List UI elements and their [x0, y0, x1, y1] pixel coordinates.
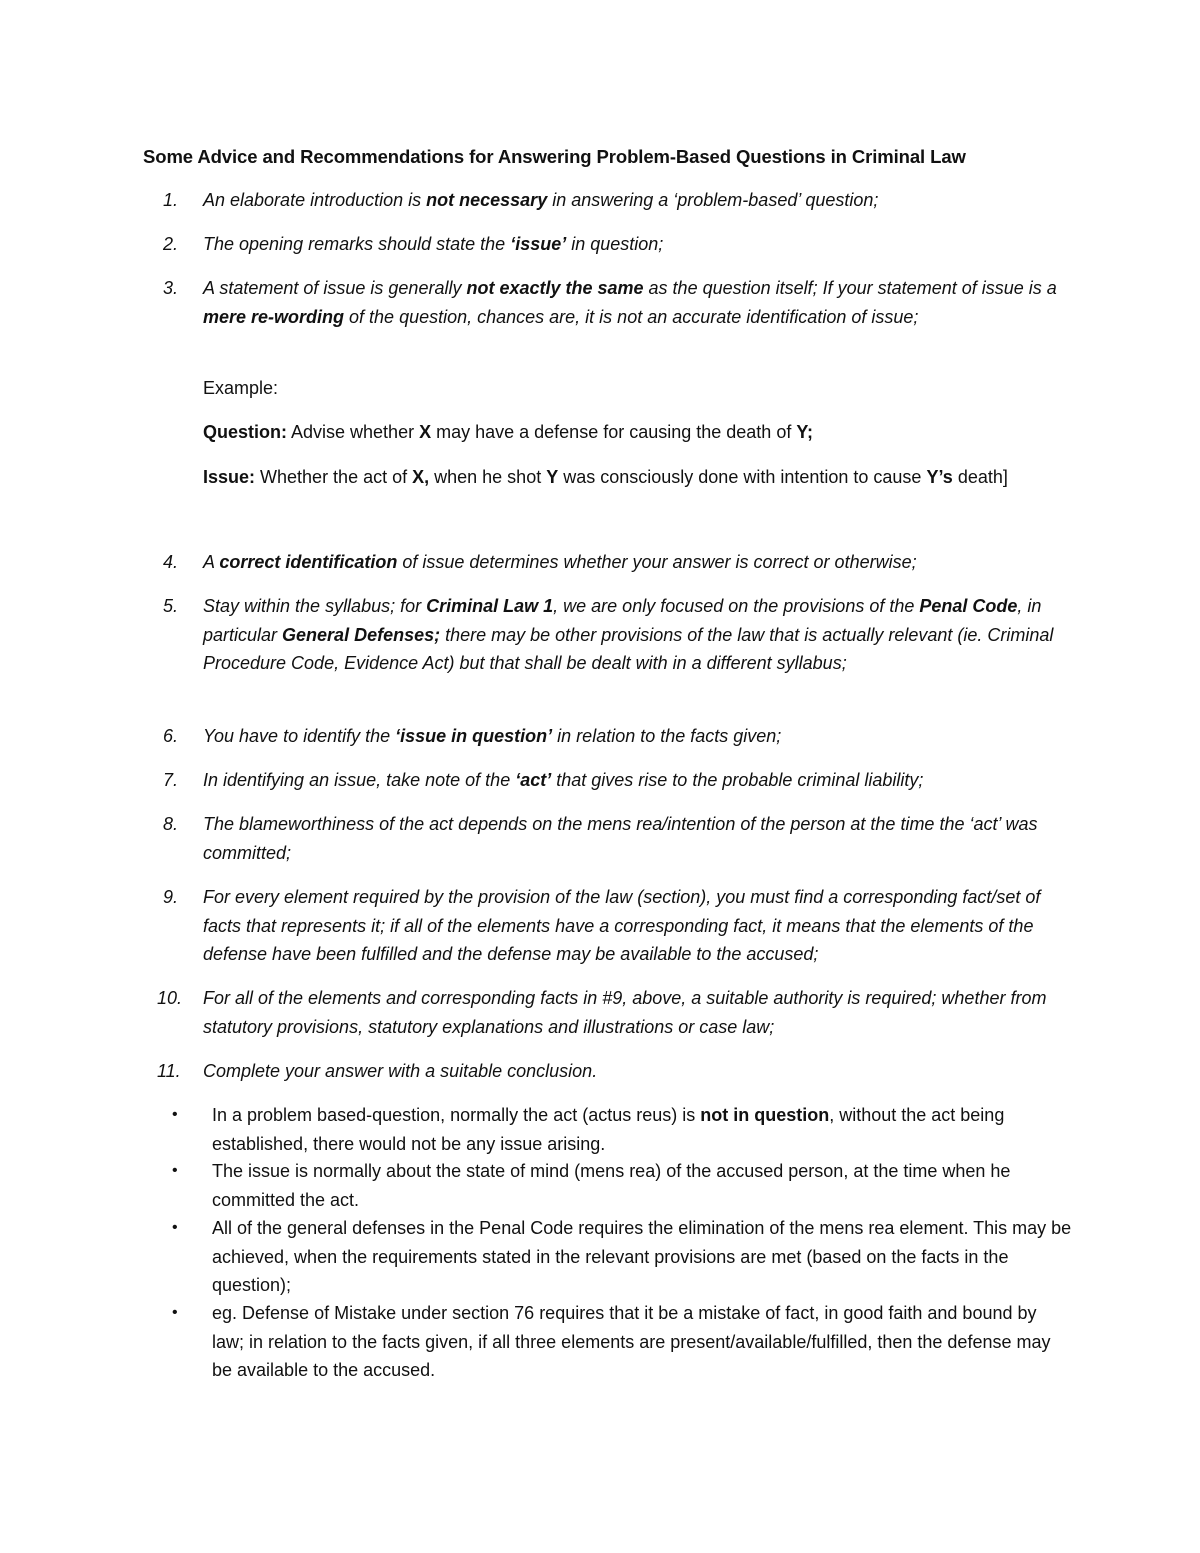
example-question: Question: Advise whether X may have a defense for causing the death of Y;	[203, 422, 814, 442]
list-text: An elaborate introduction is not necessary in answering a ‘problem-based’ question;	[203, 190, 879, 210]
list-text: In identifying an issue, take note of the ‘act’ that gives rise to the probable criminal liability;	[203, 770, 924, 790]
bullet-item-4	[172, 1299, 1072, 1385]
bullet-text: In a problem based-question, normally the act (actus reus) is not in question, without the act being established, there would not be any issue arising.	[212, 1105, 1005, 1154]
list-number: 1.	[163, 190, 179, 210]
example-issue: Issue: Whether the act of X, when he shot Y was consciously done with intention to cause Y’s death]	[203, 467, 1008, 487]
bullet-icon: •	[172, 1304, 178, 1321]
list-text: The blameworthiness of the act depends on the mens rea/intention of the person at the time the ‘act’ was committed;	[203, 814, 1038, 863]
document-title: Some Advice and Recommendations for Answering Problem-Based Questions in Criminal Law	[143, 146, 966, 167]
list-number: 9.	[163, 887, 179, 907]
bullet-text: eg. Defense of Mistake under section 76 requires that it be a mistake of fact, in good faith and bound by law; in relation to the facts given, if all three elements are present/available/fulfilled, then the defense may be available to the accused.	[212, 1303, 1051, 1381]
list-text: The opening remarks should state the ‘issue’ in question;	[203, 234, 664, 254]
bullet-icon: •	[172, 1219, 178, 1236]
list-number: 2.	[163, 234, 179, 254]
list-number: 6.	[163, 726, 179, 746]
list-number: 3.	[163, 278, 179, 298]
list-number: 4.	[163, 552, 179, 572]
list-item-1	[163, 186, 1063, 215]
list-item-10	[157, 984, 1063, 1041]
bullet-text: All of the general defenses in the Penal Code requires the elimination of the mens rea element. This may be achieved, when the requirements stated in the relevant provisions are met (based on the facts in the question);	[212, 1218, 1072, 1296]
list-item-7	[163, 766, 1063, 795]
list-text: A statement of issue is generally not exactly the same as the question itself; If your statement of issue is a mere re-wording of the question, chances are, it is not an accurate identification of issue;	[203, 278, 1057, 327]
list-item-5	[163, 592, 1063, 678]
bullet-text: The issue is normally about the state of mind (mens rea) of the accused person, at the time when he committed the act.	[212, 1161, 1011, 1210]
list-number: 8.	[163, 814, 179, 834]
example-label: Example:	[203, 378, 279, 398]
bullet-item-2	[172, 1157, 1072, 1214]
list-item-2	[163, 230, 1063, 259]
list-number: 7.	[163, 770, 179, 790]
list-item-8	[163, 810, 1063, 867]
list-text: Complete your answer with a suitable conclusion.	[203, 1061, 598, 1081]
list-number: 10.	[157, 988, 183, 1008]
list-number: 11.	[157, 1061, 181, 1081]
list-text: For all of the elements and corresponding facts in #9, above, a suitable authority is required; whether from statutory provisions, statutory explanations and illustrations or case law;	[203, 988, 1047, 1037]
list-text: A correct identification of issue determines whether your answer is correct or otherwise;	[203, 552, 917, 572]
list-item-9	[163, 883, 1063, 969]
list-text: For every element required by the provision of the law (section), you must find a corresponding fact/set of facts that represents it; if all of the elements have a corresponding fact, it means that the elements of the defense have been fulfilled and the defense may be available to the accused;	[203, 887, 1041, 965]
list-item-11	[157, 1057, 1063, 1086]
bullet-icon: •	[172, 1162, 178, 1179]
list-item-4	[163, 548, 1063, 577]
list-number: 5.	[163, 596, 179, 616]
list-text: You have to identify the ‘issue in question’ in relation to the facts given;	[203, 726, 782, 746]
list-item-3	[163, 274, 1063, 331]
list-item-6	[163, 722, 1063, 751]
bullet-item-3	[172, 1214, 1072, 1300]
list-text: Stay within the syllabus; for Criminal Law 1, we are only focused on the provisions of the Penal Code, in particular General Defenses; there may be other provisions of the law that is actually relevant (ie. Criminal Procedure Code, Evidence Act) but that shall be dealt with in a different syllabus;	[203, 596, 1054, 674]
bullet-icon: •	[172, 1106, 178, 1123]
bullet-item-1	[172, 1101, 1072, 1158]
